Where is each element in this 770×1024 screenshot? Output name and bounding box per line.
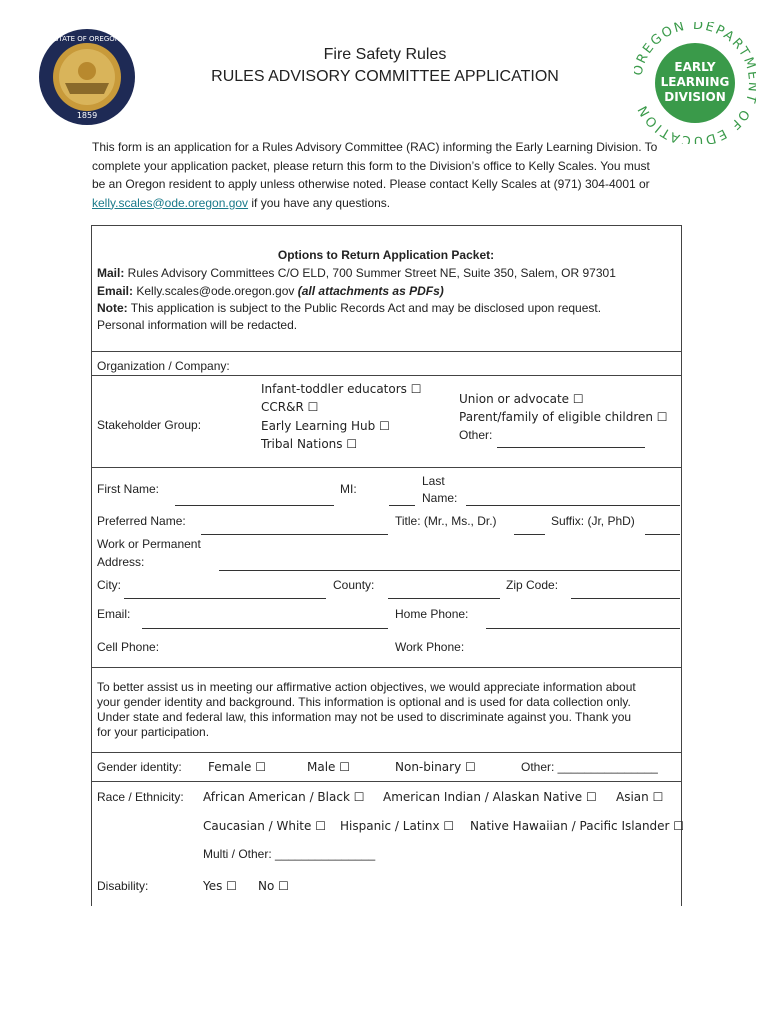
intro-paragraph [92,138,692,212]
divider [91,351,681,352]
suffix-field[interactable] [645,534,680,535]
email-note: (all attachments as PDFs) [297,284,444,298]
svg-text:EARLY: EARLY [674,60,716,74]
race-multi-other-field[interactable]: Multi / Other: _______________ [203,847,376,861]
stakeholder-union[interactable]: Union or advocate ☐ [459,392,584,406]
svg-text:STATE OF OREGON: STATE OF OREGON [53,35,121,43]
home-phone-label: Home Phone: [395,607,469,621]
svg-text:LEARNING: LEARNING [660,75,730,89]
intro-line-1: This form is an application for a Rules Advisory Committee (RAC) informing the Early Learning Division. To [92,140,658,154]
title-field[interactable] [514,534,545,535]
intro-line-4 [92,194,692,213]
note-text: This application is subject to the Public Records Act and may be disclosed upon request. [127,301,602,315]
email-field-label: Email: [97,607,131,621]
svg-text:1859: 1859 [76,111,98,120]
home-phone-field[interactable] [486,628,680,629]
city-field[interactable] [124,598,326,599]
divider [91,375,681,376]
email-line [97,284,444,298]
note-label: Note: [97,301,128,315]
gender-identity-label: Gender identity: [97,760,182,774]
address-label-1: Work or Permanent [97,537,201,551]
stakeholder-ccrr[interactable]: CCR&R ☐ [261,400,319,414]
email-address: Kelly.scales@ode.oregon.gov [133,284,298,298]
cell-phone-label: Cell Phone: [97,640,160,654]
gender-male-checkbox[interactable]: Male ☐ [307,760,350,774]
mi-field[interactable] [389,505,415,506]
first-name-field[interactable] [175,505,334,506]
disability-yes-checkbox[interactable]: Yes ☐ [203,879,237,893]
stakeholder-parent-family[interactable]: Parent/family of eligible children ☐ [459,410,668,424]
email-label: Email: [97,284,134,298]
affirmative-line-1: To better assist us in meeting our affirmative action objectives, we would appreciate information about [97,680,636,694]
svg-text:OREGON DEPARTMENT OF EDUCATION: REGON DEPART OF EDUCATION [634,22,754,144]
divider [91,667,681,668]
mail-label: Mail: [97,266,125,280]
race-ethnicity-label: Race / Ethnicity: [97,790,184,804]
disability-label: Disability: [97,879,149,893]
first-name-label: First Name: [97,482,160,496]
zip-label: Zip Code: [506,578,559,592]
last-label: Last [422,474,445,488]
intro-line-2: complete your application packet, please return this form to the Division’s office to Kelly Scales. You must [92,158,650,173]
intro-line-4-rest: if you have any questions. [248,195,391,210]
race-caucasian-checkbox[interactable]: Caucasian / White ☐ [203,819,326,833]
stakeholder-other-label: Other: [459,428,493,442]
affirmative-line-2: your gender identity and background. This information is optional and is used for data collection only. [97,695,631,709]
race-american-indian-checkbox[interactable]: American Indian / Alaskan Native ☐ [383,790,597,804]
gender-nonbinary-checkbox[interactable]: Non-binary ☐ [395,760,476,774]
organization-label: Organization / Company: [97,359,230,373]
note-line [97,301,601,315]
stakeholder-early-learning-hub[interactable]: Early Learning Hub ☐ [261,419,390,433]
stakeholder-infant-toddler[interactable]: Infant-toddler educators ☐ [261,382,422,396]
mail-address: Rules Advisory Committees C/O ELD, 700 Summer Street NE, Suite 350, Salem, OR 97301 [124,266,616,280]
affirmative-line-4: for your participation. [97,725,210,739]
county-field[interactable] [388,598,500,599]
preferred-name-label: Preferred Name: [97,514,186,528]
race-african-american-checkbox[interactable]: African American / Black ☐ [203,790,365,804]
intro-line-3: be an Oregon resident to apply unless otherwise noted. Please contact Kelly Scales at (971) 304-4001 or [92,177,650,191]
address-label-2: Address: [97,555,145,569]
stakeholder-other-field[interactable] [497,447,645,448]
race-hispanic-checkbox[interactable]: Hispanic / Latinx ☐ [340,819,455,833]
stakeholder-label: Stakeholder Group: [97,418,202,432]
affirmative-action-notice [97,680,677,740]
address-field[interactable] [219,570,680,571]
zip-field[interactable] [571,598,680,599]
last-name-label: Name: [422,491,458,505]
email-field[interactable] [142,628,388,629]
disability-no-checkbox[interactable]: No ☐ [258,879,289,893]
preferred-name-field[interactable] [201,534,388,535]
suffix-label: Suffix: (Jr, PhD) [551,514,635,528]
affirmative-line-3: Under state and federal law, this information may not be used to discriminate against you. Thank you [97,710,632,724]
document-title: Fire Safety Rules [323,46,447,63]
work-phone-label: Work Phone: [395,640,465,654]
gender-female-checkbox[interactable]: Female ☐ [208,760,266,774]
last-name-field[interactable] [466,505,680,506]
divider [91,467,681,468]
svg-text:DIVISION: DIVISION [664,90,726,104]
race-native-hawaiian-checkbox[interactable]: Native Hawaiian / Pacific Islander ☐ [470,819,685,833]
mail-line [97,266,616,280]
divider [91,781,681,782]
options-heading: Options to Return Application Packet: [277,248,495,262]
county-label: County: [333,578,375,592]
divider [91,752,681,753]
city-label: City: [97,578,121,592]
contact-email-link[interactable]: kelly.scales@ode.oregon.gov [92,195,249,210]
gender-other-field[interactable]: Other: _______________ [521,760,658,774]
stakeholder-tribal-nations[interactable]: Tribal Nations ☐ [261,437,358,451]
title-label: Title: (Mr., Ms., Dr.) [395,514,497,528]
mi-label: MI: [340,482,357,496]
note-line-2: Personal information will be redacted. [97,318,298,332]
document-subtitle: RULES ADVISORY COMMITTEE APPLICATION [211,68,559,85]
race-asian-checkbox[interactable]: Asian ☐ [616,790,664,804]
